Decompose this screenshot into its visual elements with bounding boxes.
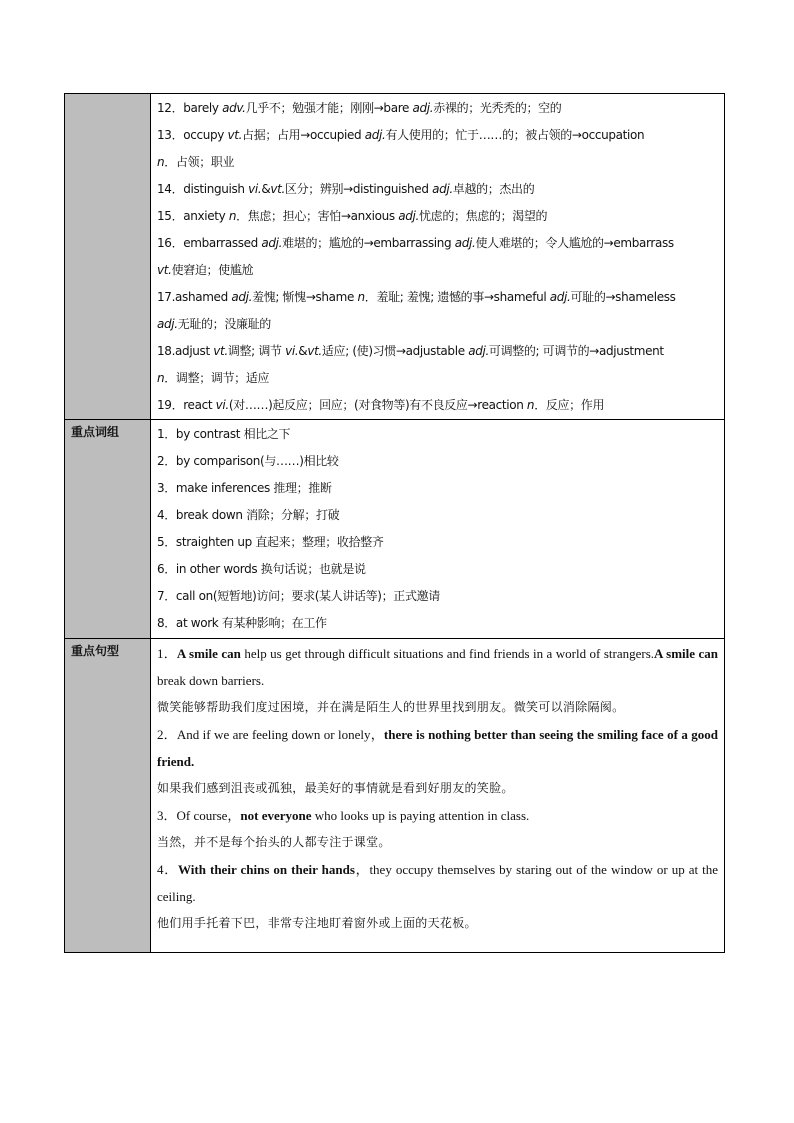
sentence-chinese: 他们用手托着下巴，非常专注地盯着窗外或上面的天花板。 [157, 916, 477, 930]
sentences-label: 重点句型 [65, 639, 151, 953]
sentence-chinese: 如果我们感到沮丧或孤独，最美好的事情就是看到好朋友的笑脸。 [157, 781, 514, 795]
vocab-line [157, 392, 718, 419]
part-of-speech: vi. [215, 398, 229, 412]
vocab-line [157, 122, 718, 149]
part-of-speech: n [526, 398, 535, 412]
text-fragment: occupy [183, 128, 228, 142]
vocab-label-cell [65, 94, 151, 420]
phrase-item: 8．at work 有某种影响；在工作 [157, 616, 327, 630]
text-fragment: 无耻的；没廉耻的 [177, 317, 271, 331]
part-of-speech: n [157, 155, 165, 169]
text-fragment: anxiety [183, 209, 229, 223]
bold-fragment: there is nothing better than seeing the smiling face of a good friend. [157, 727, 718, 769]
vocab-line [157, 284, 718, 311]
vocab-line [157, 230, 718, 257]
vocab-line [157, 203, 718, 230]
part-of-speech: vt. [227, 128, 243, 142]
text-fragment: barely [183, 101, 223, 115]
part-of-speech: adj. [364, 128, 386, 142]
part-of-speech: adj. [231, 290, 253, 304]
item-number: 19． [157, 398, 184, 412]
text-fragment: 适应; (使)习惯→adjustable [321, 344, 469, 358]
text-fragment: (对……)起反应；回应；(对食物等)有不良反应→reaction [228, 398, 527, 412]
text-fragment: 有人使用的；忙于……的；被占领的→occupation [385, 128, 645, 142]
text-fragment: ．焦虑；担心；害怕→anxious [236, 209, 399, 223]
document-sheet [64, 93, 725, 953]
text-fragment: embarrassed [183, 236, 262, 250]
text-fragment: react [183, 398, 216, 412]
vocab-line [157, 149, 718, 176]
item-number: 17. [157, 290, 176, 304]
text-fragment: & [261, 182, 271, 196]
text-fragment: 4． [157, 862, 179, 877]
part-of-speech: adj. [261, 236, 283, 250]
sentence-english [157, 802, 718, 829]
text-fragment: ．羞耻; 羞愧; 遗憾的事→shameful [364, 290, 550, 304]
text-fragment: 忧虑的；焦虑的；渴望的 [419, 209, 548, 223]
text-fragment: adjust [175, 344, 214, 358]
text-fragment: 3．Of course， [157, 808, 241, 823]
vocab-line [157, 176, 718, 203]
vocab-row [65, 94, 725, 420]
phrases-label: 重点词组 [65, 420, 151, 639]
part-of-speech: vt. [270, 182, 285, 196]
part-of-speech: vt. [307, 344, 322, 358]
bold-fragment: A smile can [654, 646, 718, 661]
text-fragment: & [298, 344, 308, 358]
part-of-speech: adj. [432, 182, 453, 196]
text-fragment: 2．And if we are feeling down or lonely， [157, 727, 384, 742]
text-fragment: ，they occupy themselves by staring out of the window or up at the ceiling. [157, 862, 718, 904]
phrase-item: 1．by contrast 相比之下 [157, 427, 291, 441]
part-of-speech: adj. [549, 290, 571, 304]
text-fragment: ashamed [175, 290, 232, 304]
part-of-speech: adj. [412, 101, 434, 115]
sentence-english [157, 640, 718, 694]
text-fragment: ．占领；职业 [164, 155, 235, 169]
sentence-english [157, 856, 718, 910]
text-fragment: 调整; 调节 [227, 344, 286, 358]
phrase-item: 4．break down 消除；分解；打破 [157, 508, 340, 522]
text-fragment: ．调整；调节；适应 [164, 371, 270, 385]
text-fragment: 占据；占用→occupied [242, 128, 365, 142]
item-number: 14． [157, 182, 184, 196]
part-of-speech: vi. [248, 182, 262, 196]
part-of-speech: n [228, 209, 237, 223]
text-fragment: break down barriers. [157, 673, 265, 688]
text-fragment: 赤裸的；光秃秃的；空的 [433, 101, 562, 115]
vocab-line [157, 311, 718, 338]
text-fragment: 卓越的；杰出的 [452, 182, 535, 196]
part-of-speech: vi. [285, 344, 299, 358]
phrases-row [65, 420, 725, 639]
part-of-speech: adj. [398, 209, 420, 223]
part-of-speech: vt. [157, 263, 172, 277]
phrase-item: 3．make inferences 推理；推断 [157, 481, 332, 495]
text-fragment: who looks up is paying attention in class. [311, 808, 530, 823]
phrase-item: 7．call on(短暂地)访问；要求(某人讲话等)；正式邀请 [157, 589, 440, 603]
text-fragment: 可耻的→shameless [570, 290, 676, 304]
item-number: 15． [157, 209, 184, 223]
text-fragment: 羞愧; 惭愧→shame [252, 290, 358, 304]
text-fragment: 难堪的；尴尬的→embarrassing [282, 236, 455, 250]
part-of-speech: adv. [222, 101, 246, 115]
text-fragment: help us get through difficult situations and find friends in a world of strangers. [240, 646, 655, 661]
bold-fragment: With their chins on their hands [178, 862, 355, 877]
vocab-line [157, 95, 718, 122]
item-number: 12． [157, 101, 184, 115]
sentences-list [151, 639, 725, 953]
item-number: 16． [157, 236, 184, 250]
sentence-chinese: 微笑能够帮助我们度过困境，并在满是陌生人的世界里找到朋友。微笑可以消除隔阂。 [157, 700, 625, 714]
bold-fragment: not everyone [240, 808, 312, 823]
vocab-list [151, 94, 725, 420]
text-fragment: distinguish [183, 182, 249, 196]
vocab-line [157, 365, 718, 392]
part-of-speech: n [157, 371, 165, 385]
text-fragment: 几乎不；勉强才能；刚刚→bare [245, 101, 413, 115]
phrase-item: 2．by comparison(与……)相比较 [157, 454, 339, 468]
sentences-row [65, 639, 725, 953]
part-of-speech: adj. [454, 236, 476, 250]
sentence-chinese: 当然，并不是每个抬头的人都专注于课堂。 [157, 835, 391, 849]
sentence-english [157, 721, 718, 775]
part-of-speech: vt. [213, 344, 228, 358]
text-fragment: 1． [157, 646, 177, 661]
text-fragment: 区分；辨别→distinguished [284, 182, 433, 196]
vocab-line [157, 257, 718, 284]
part-of-speech: adj. [468, 344, 489, 358]
part-of-speech: adj. [157, 317, 178, 331]
phrase-item: 6．in other words 换句话说；也就是说 [157, 562, 366, 576]
study-table [64, 93, 725, 953]
item-number: 18. [157, 344, 176, 358]
phrases-list [151, 420, 725, 639]
text-fragment: ．反应；作用 [534, 398, 605, 412]
vocab-line [157, 338, 718, 365]
text-fragment: 可调整的; 可调节的→adjustment [488, 344, 664, 358]
part-of-speech: n [357, 290, 365, 304]
item-number: 13． [157, 128, 184, 142]
text-fragment: 使人难堪的；令人尴尬的→embarrass [475, 236, 674, 250]
bold-fragment: A smile can [176, 646, 241, 661]
phrase-item: 5．straighten up 直起来；整理；收拾整齐 [157, 535, 384, 549]
text-fragment: 使窘迫；使尴尬 [171, 263, 254, 277]
